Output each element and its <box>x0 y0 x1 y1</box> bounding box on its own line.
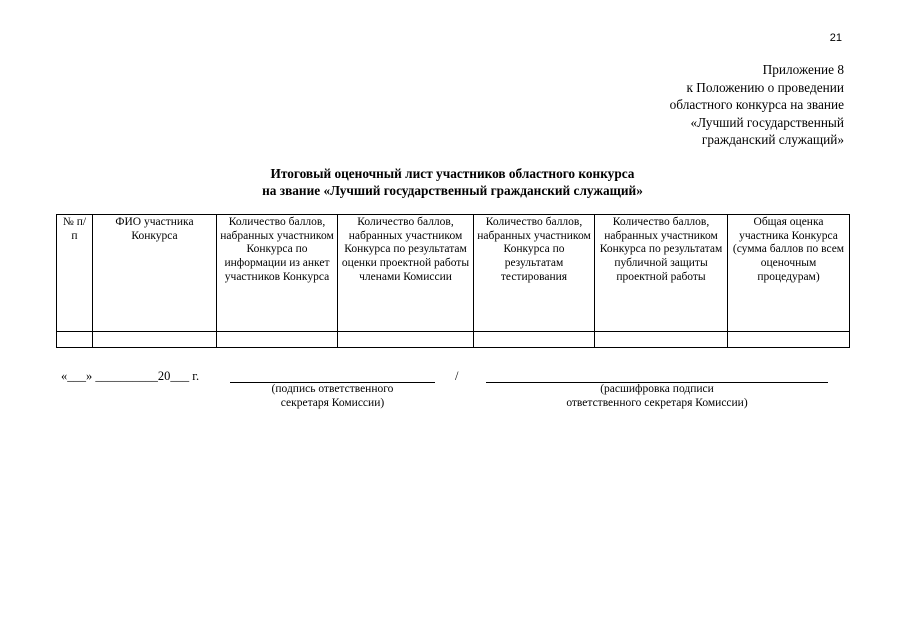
table-cell[interactable] <box>728 332 850 348</box>
table-cell[interactable] <box>474 332 595 348</box>
header-test-score: Количество баллов, набранных участником Конкурса по результатам тестирования <box>474 215 595 332</box>
table-header-row <box>57 215 850 332</box>
signature-caption-line: (подпись ответственного <box>271 383 394 395</box>
signature-caption-line: секретаря Комиссии) <box>280 396 385 409</box>
table-cell[interactable] <box>57 332 93 348</box>
decryption-caption-line: ответственного секретаря Комиссии) <box>566 396 748 409</box>
appendix-line: гражданский служащий» <box>701 132 844 148</box>
header-defense-score: Количество баллов, набранных участником Конкурса по результатам публичной защиты проектной работы <box>595 215 728 332</box>
appendix-line: к Положению о проведении <box>686 79 844 95</box>
page-number: 21 <box>829 32 842 44</box>
appendix-block <box>670 61 844 149</box>
title-line-2: на звание «Лучший государственный гражданский служащий» <box>262 183 643 198</box>
header-total-score: Общая оценка участника Конкурса (сумма баллов по всем оценочным процедурам) <box>728 215 850 332</box>
decryption-caption-line: (расшифровка подписи <box>600 383 714 395</box>
header-number: № п/п <box>57 215 93 332</box>
header-project-score: Количество баллов, набранных участником Конкурса по результатам оценки проектной работы членами Комиссии <box>338 215 474 332</box>
header-questionnaire-score: Количество баллов, набранных участником Конкурса по информации из анкет участников Конкурса <box>217 215 338 332</box>
document-title <box>0 165 905 199</box>
signature-caption <box>230 383 435 410</box>
appendix-line: областного конкурса на звание <box>669 97 844 113</box>
header-name: ФИО участника Конкурса <box>93 215 217 332</box>
table-cell[interactable] <box>595 332 728 348</box>
signature-block <box>0 369 905 419</box>
assessment-table <box>56 214 850 348</box>
appendix-line: Приложение 8 <box>762 62 844 77</box>
table-cell[interactable] <box>93 332 217 348</box>
date-field[interactable]: «___» __________20___ г. <box>61 369 200 383</box>
appendix-line: «Лучший государственный <box>690 114 844 130</box>
decryption-caption <box>486 383 828 410</box>
separator-slash: / <box>455 369 459 383</box>
title-line-1: Итоговый оценочный лист участников областного конкурса <box>270 166 635 181</box>
table-row <box>57 332 850 348</box>
table-cell[interactable] <box>338 332 474 348</box>
table-cell[interactable] <box>217 332 338 348</box>
